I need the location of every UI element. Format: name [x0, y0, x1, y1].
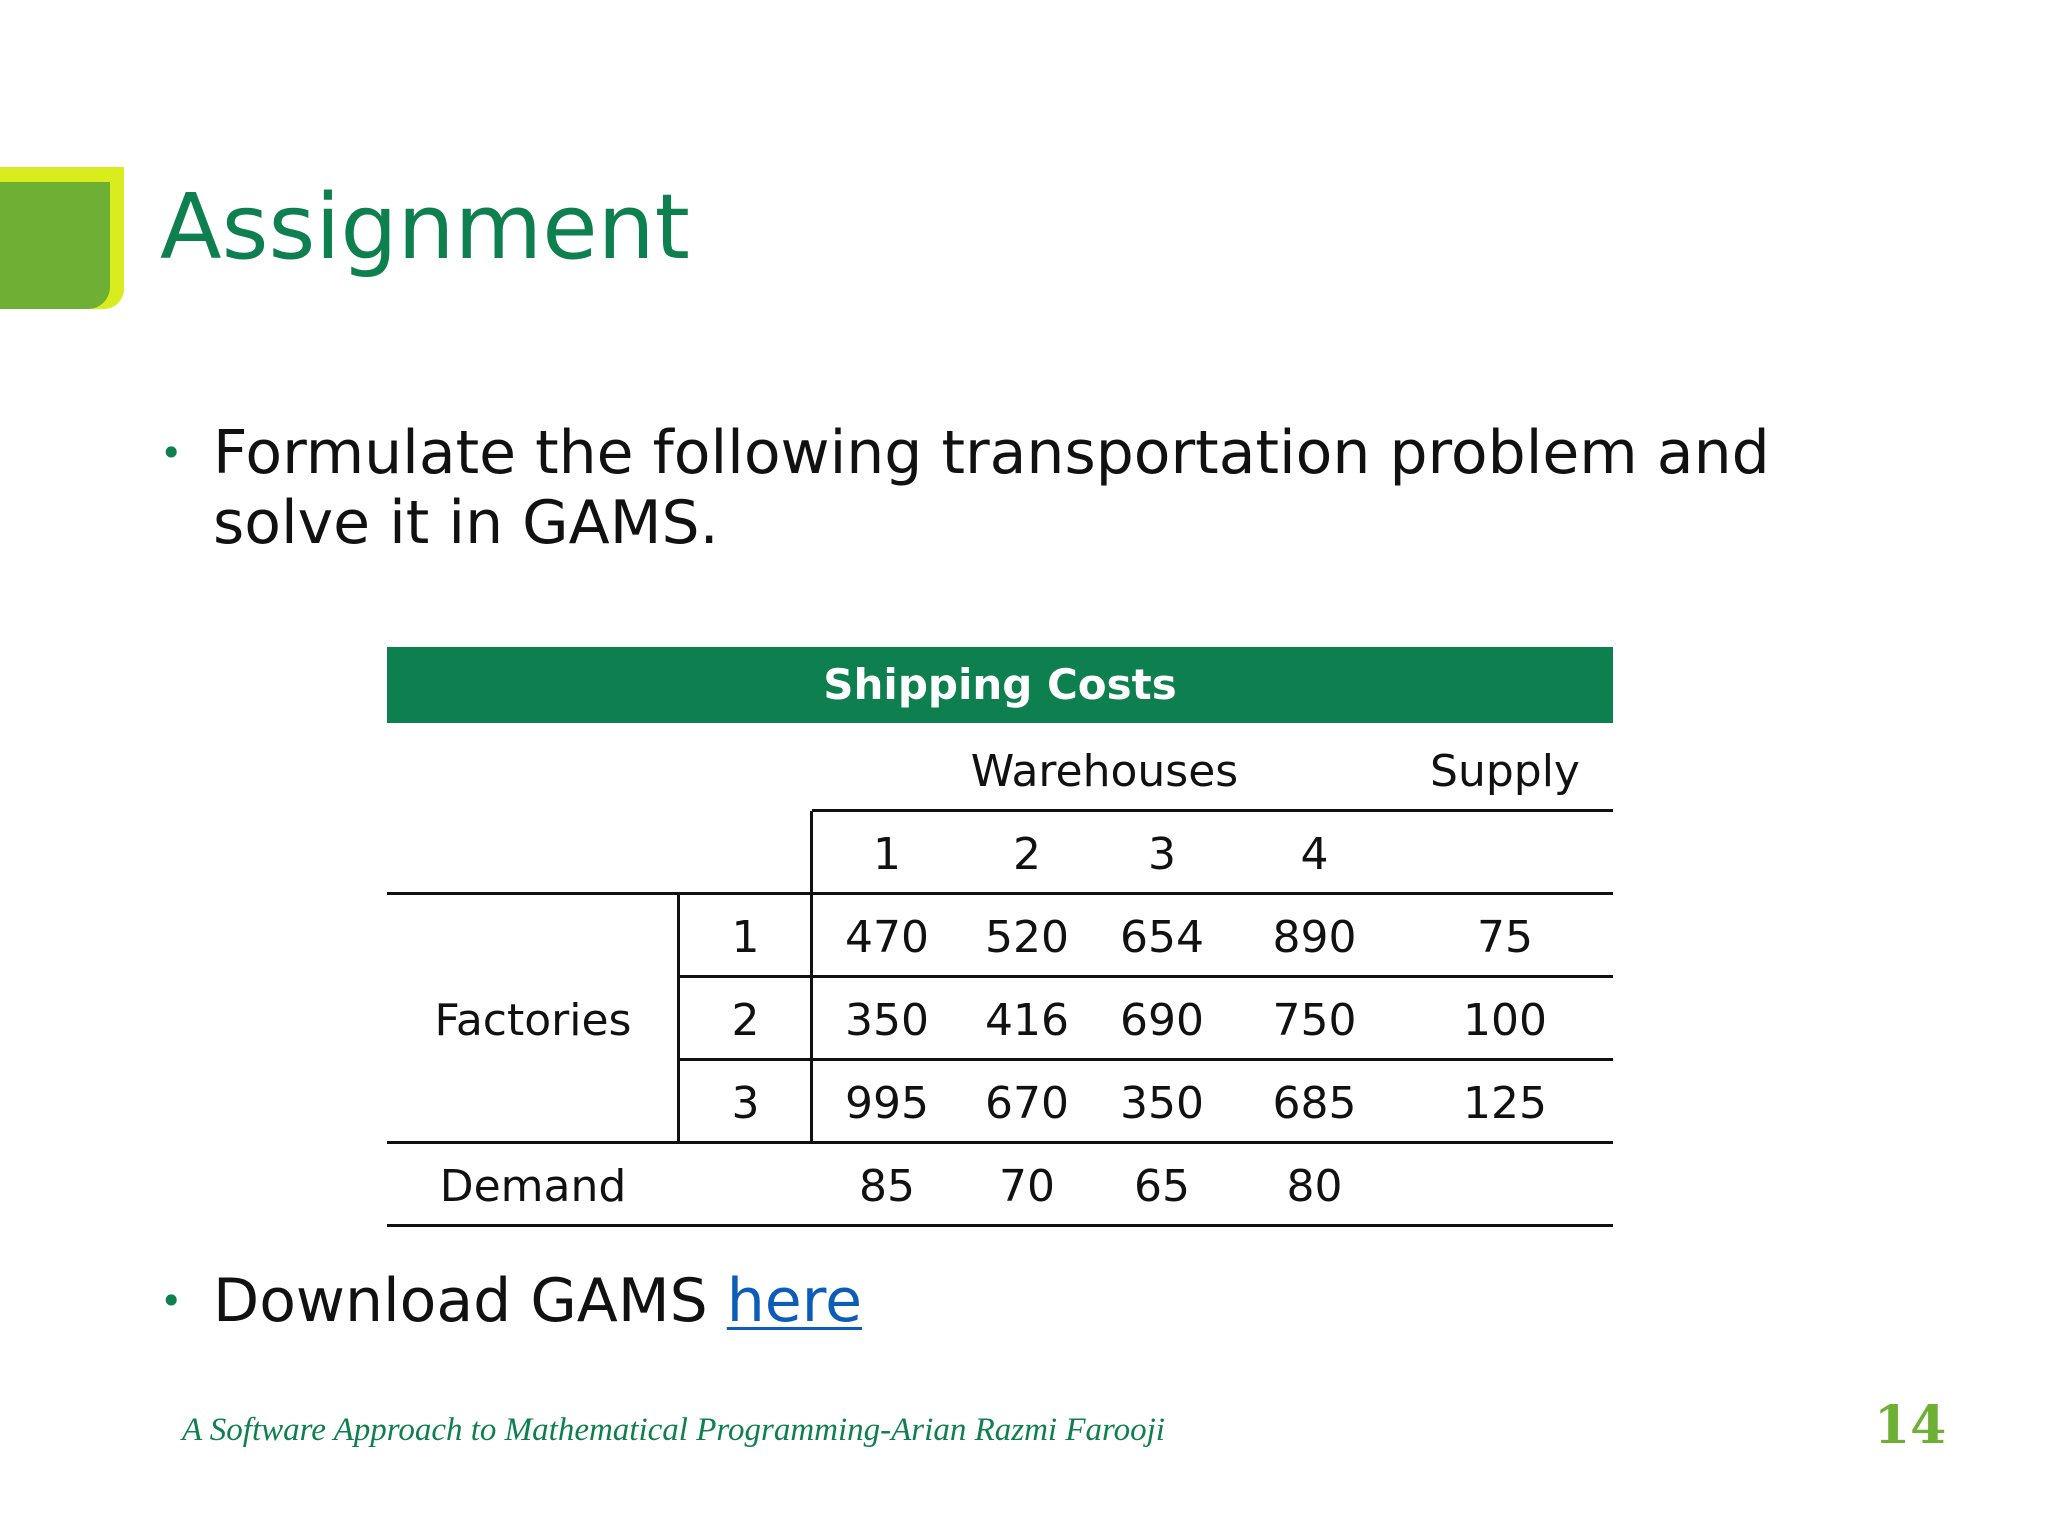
demand-label: Demand	[439, 1161, 627, 1212]
cost-cell: 654	[1120, 912, 1204, 963]
shipping-costs-table	[387, 647, 1613, 1227]
bullet-dot-icon: •	[160, 431, 183, 475]
warehouse-number: 2	[1013, 829, 1041, 880]
page-number: 14	[1874, 1395, 1947, 1456]
table-rule	[387, 892, 1613, 895]
cost-cell: 350	[845, 995, 929, 1046]
demand-cell: 65	[1134, 1161, 1190, 1212]
table-rule	[387, 1141, 1613, 1144]
supply-header: Supply	[1430, 746, 1580, 797]
slide-title: Assignment	[160, 175, 690, 280]
table-rule-vertical	[677, 894, 680, 1143]
demand-cell: 70	[999, 1161, 1055, 1212]
cost-cell: 890	[1272, 912, 1357, 963]
warehouse-number: 1	[873, 829, 901, 880]
cost-cell: 690	[1120, 995, 1204, 1046]
supply-cell: 75	[1477, 912, 1533, 963]
table-title: Shipping Costs	[387, 647, 1613, 723]
table-rule-vertical	[810, 811, 813, 1143]
factory-number: 3	[731, 1078, 760, 1129]
title-accent-square	[0, 182, 110, 309]
factories-label: Factories	[434, 995, 632, 1046]
warehouse-number: 4	[1300, 829, 1329, 880]
warehouse-number: 3	[1148, 829, 1176, 880]
cost-cell: 670	[985, 1078, 1069, 1129]
table-rule	[679, 975, 1613, 978]
download-gams-link[interactable]: here	[726, 1266, 862, 1336]
bullet-dot-icon: •	[160, 1279, 183, 1323]
slide-footer: A Software Approach to Mathematical Programming-Arian Razmi Farooji	[182, 1412, 1165, 1448]
cost-cell: 416	[985, 995, 1069, 1046]
demand-cell: 80	[1286, 1161, 1343, 1212]
table-rule	[679, 1058, 1613, 1061]
table-rule	[812, 809, 1613, 812]
download-text: Download GAMS	[213, 1266, 727, 1336]
bullet-text: Formulate the following transportation problem and solve it in GAMS.	[213, 418, 1770, 558]
factory-number: 1	[731, 912, 760, 963]
warehouses-header: Warehouses	[970, 746, 1239, 797]
demand-cell: 85	[859, 1161, 915, 1212]
factory-number: 2	[731, 995, 760, 1046]
supply-cell: 125	[1463, 1078, 1547, 1129]
cost-cell: 350	[1120, 1078, 1204, 1129]
cost-cell: 520	[985, 912, 1069, 963]
bullet-formulate	[160, 418, 1913, 558]
supply-cell: 100	[1463, 995, 1547, 1046]
cost-cell: 750	[1272, 995, 1357, 1046]
cost-cell: 470	[845, 912, 929, 963]
cost-cell: 685	[1272, 1078, 1357, 1129]
table-rule	[387, 1224, 1613, 1227]
bullet-text	[213, 1266, 1913, 1336]
bullet-download	[160, 1266, 1913, 1336]
cost-cell: 995	[845, 1078, 929, 1129]
